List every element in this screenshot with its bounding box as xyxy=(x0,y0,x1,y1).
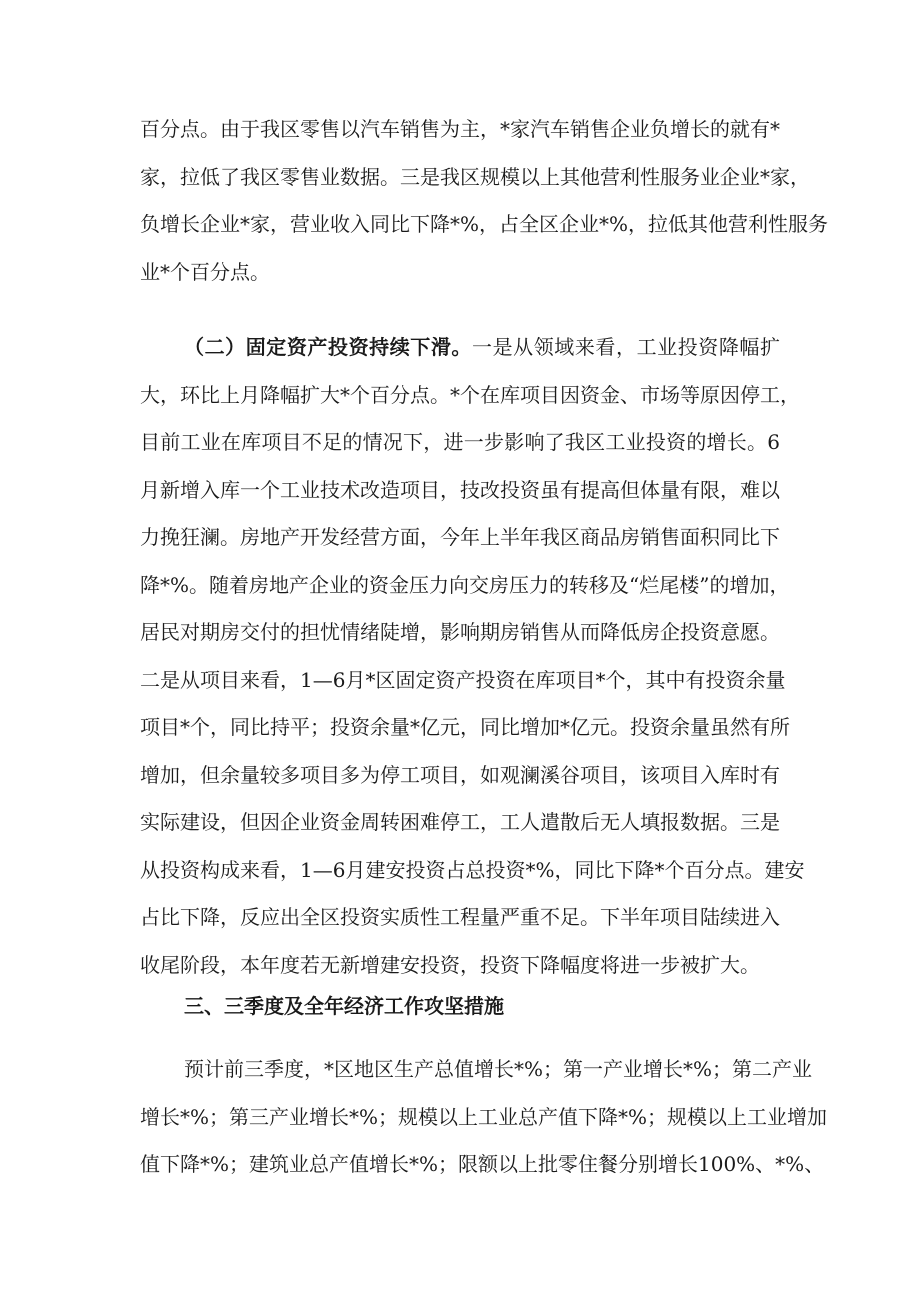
text-line: 预计前三季度，*区地区生产总值增长*%；第一产业增长*%；第二产业 xyxy=(184,1057,813,1081)
text-line: 负增长企业*家，营业收入同比下降*%，占全区企业*%，拉低其他营利性服务 xyxy=(140,212,829,236)
paragraph-fixed-asset-investment xyxy=(140,324,805,989)
paragraph-retail-services xyxy=(140,106,829,296)
text-line: 实际建设，但因企业资金周转困难停工，工人遣散后无人填报数据。三是 xyxy=(140,810,780,834)
text-line: 增加，但余量较多项目多为停工项目，如观澜溪谷项目，该项目入库时有 xyxy=(140,762,780,787)
text-line: 值下降*%；建筑业总产值增长*%；限额以上批零住餐分别增长100%、*%、 xyxy=(140,1152,825,1176)
text-line: 二是从项目来看，1—6月*区固定资产投资在库项目*个，其中有投资余量 xyxy=(140,667,786,692)
text-line: 月新增入库一个工业技术改造项目，技改投资虽有提高但体量有限，难以 xyxy=(140,477,780,502)
text-line xyxy=(140,324,780,372)
text-line: 大，环比上月降幅扩大*个百分点。*个在库项目因资金、市场等原因停工， xyxy=(140,382,800,407)
text-line: 百分点。由于我区零售以汽车销售为主，*家汽车销售企业负增长的就有* xyxy=(140,117,780,141)
text-run: 一是从领域来看，工业投资降幅扩 xyxy=(472,335,780,359)
text-line: 目前工业在库项目不足的情况下，进一步影响了我区工业投资的增长。6 xyxy=(140,430,780,454)
text-line: 降*%。随着房地产企业的资金压力向交房压力的转移及“烂尾楼”的增加， xyxy=(140,572,790,597)
text-line: 业*个百分点。 xyxy=(140,259,270,284)
text-line: 占比下降，反应出全区投资实质性工程量严重不足。下半年项目陆续进入 xyxy=(140,905,780,929)
section-heading: 三、三季度及全年经济工作攻坚措施 xyxy=(184,994,504,1018)
text-line: 家，拉低了我区零售业数据。三是我区规模以上其他营利性服务业企业*家， xyxy=(140,164,810,189)
text-line: 项目*个，同比持平；投资余量*亿元，同比增加*亿元。投资余量虽然有所 xyxy=(140,715,790,739)
subsection-heading: （二）固定资产投资持续下滑。 xyxy=(184,335,472,359)
text-line: 收尾阶段，本年度若无新增建安投资，投资下降幅度将进一步被扩大。 xyxy=(140,952,760,977)
text-line: 增长*%；第三产业增长*%；规模以上工业总产值下降*%；规模以上工业增加 xyxy=(140,1104,828,1129)
text-line: 居民对期房交付的担忧情绪陡增，影响期房销售从而降低房企投资意愿。 xyxy=(140,620,780,644)
text-line: 力挽狂澜。房地产开发经营方面，今年上半年我区商品房销售面积同比下 xyxy=(140,525,780,549)
paragraph-forecast xyxy=(140,1046,828,1189)
text-line: 从投资构成来看，1—6月建安投资占总投资*%，同比下降*个百分点。建安 xyxy=(140,857,805,882)
